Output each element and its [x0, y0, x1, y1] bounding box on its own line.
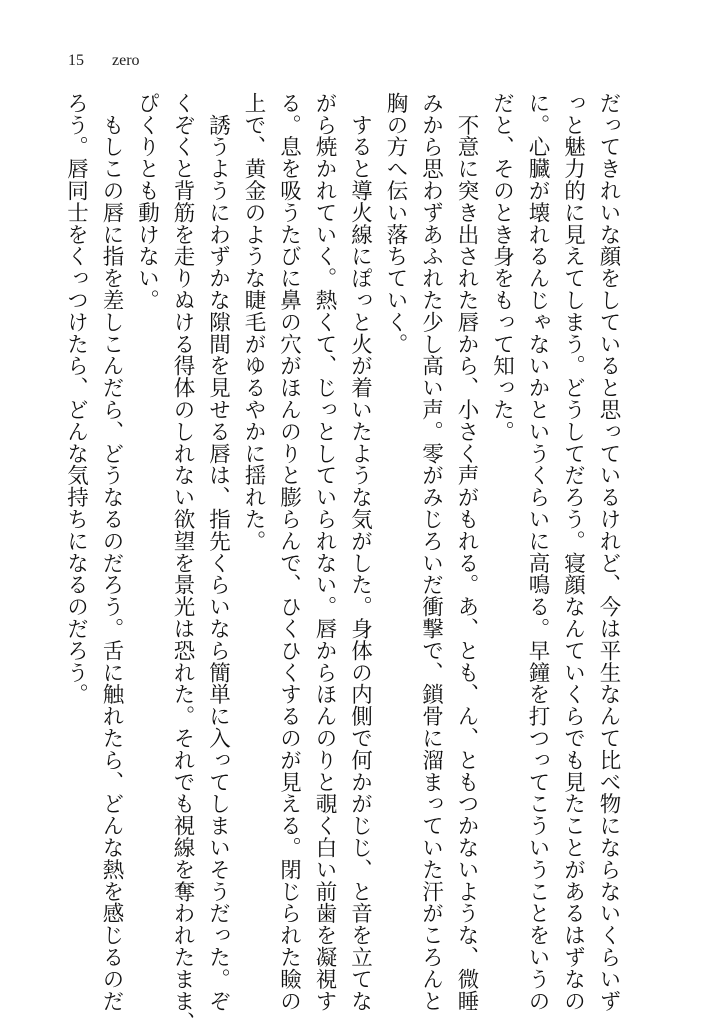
text-line: もしこの唇に指を差しこんだら、どうなるのだろう。舌に触れたら、どんな熱を感じるのだ: [99, 92, 124, 1012]
text-line: 誘うようにわずかな隙間を見せる唇は、指先くらいなら簡単に入ってしまいそうだった。ぞ: [205, 92, 231, 1012]
text-line: に。心臓が壊れるんじゃないかというくらいに高鳴る。早鐘を打つってこういうことをいうの: [525, 92, 550, 1012]
page-number: 15: [68, 52, 84, 69]
text-line: 上で、黄金のような睫毛がゆるやかに揺れた。: [241, 92, 266, 552]
text-line: だと、そのとき身をもって知った。: [489, 92, 515, 443]
text-line: がら焼かれていく。熱くて、じっとしていられない。唇からほんのりと覗く白い前歯を凝視す: [312, 92, 337, 1012]
text-line: ぴくりとも動けない。: [134, 92, 160, 311]
vertical-body-text: [58, 92, 626, 1034]
book-title: zero: [112, 52, 140, 69]
text-line: 胸の方へ伝い落ちていく。: [383, 92, 408, 355]
text-line: みから思わずあふれた少し高い声。零がみじろいだ衝撃で、鎖骨に溜まっていた汗がころんと: [418, 92, 444, 1012]
text-line: 不意に突き出された唇から、小さく声がもれる。あ、とも、ん、ともつかないような、微睡: [454, 92, 479, 1012]
text-line: だってきれいな顔をしていると思っているけれど、今は平生なんて比べ物にならないくらいず: [596, 92, 621, 1012]
text-line: くぞくと背筋を走りぬける得体のしれない欲望を景光は恐れた。それでも視線を奪われたまま、: [170, 92, 195, 1034]
running-header: [68, 51, 140, 71]
text-line: っと魅力的に見えてしまう。どうしてだろう。寝顔なんていくらでも見たことがあるはずなの: [560, 92, 586, 1012]
text-line: ろう。唇同士をくっつけたら、どんな気持ちになるのだろう。: [63, 92, 89, 706]
text-line: る。息を吸うたびに鼻の穴がほんのりと膨らんで、ひくひくするのが見える。閉じられた瞼の: [276, 92, 302, 1012]
text-line: すると導火線にぽっと火が着いたような気がした。身体の内側で何かがじじ、と音を立てな: [347, 92, 373, 1012]
